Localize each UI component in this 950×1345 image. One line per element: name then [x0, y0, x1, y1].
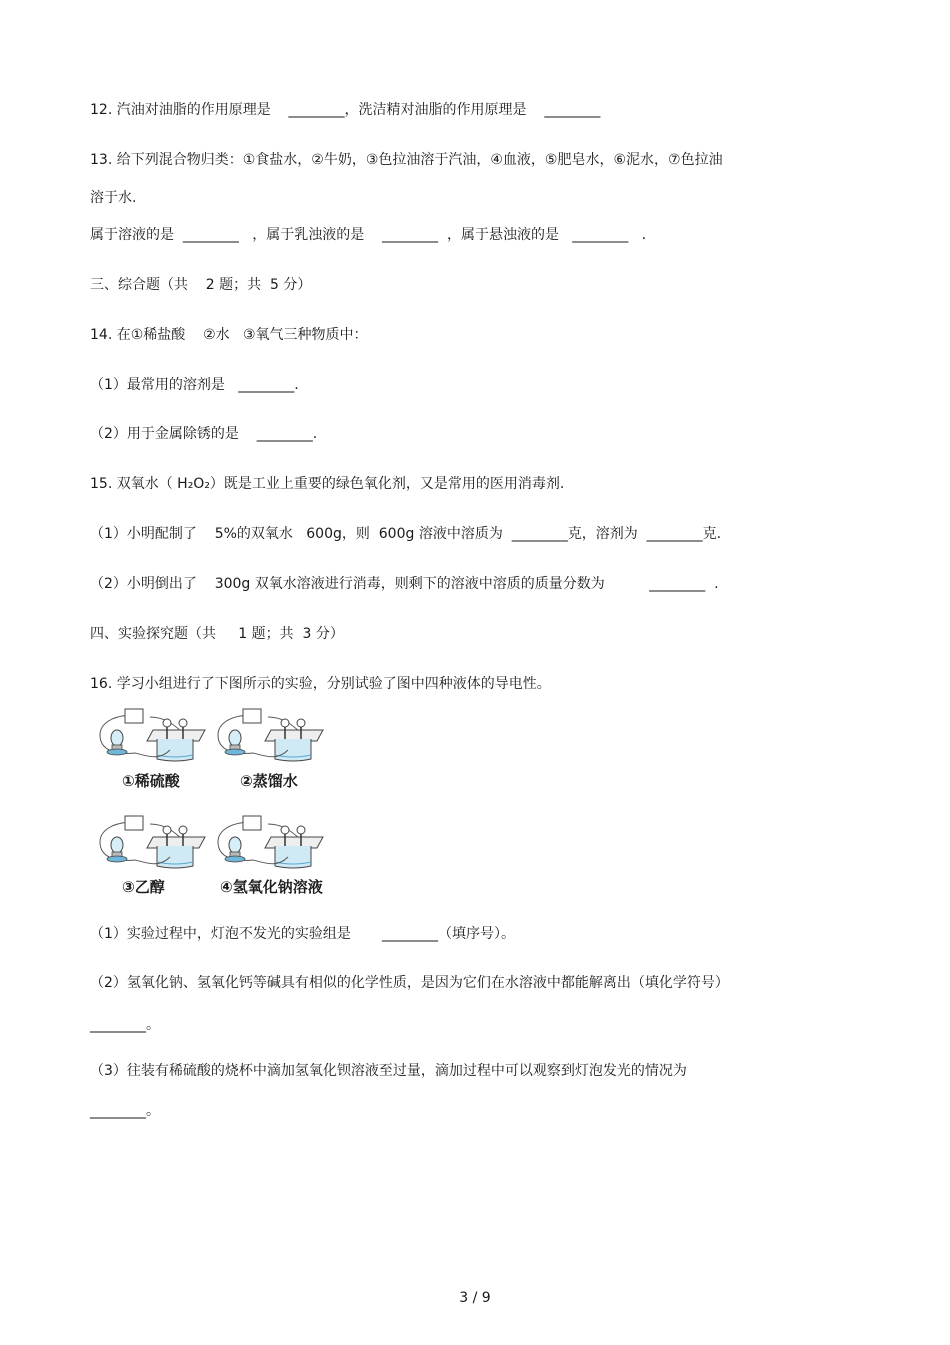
line-q14-1: （1）最常用的溶剂是 ________.: [90, 377, 299, 393]
section-heading-4: 四、实验探究题（共 1 题；共 3 分）: [90, 626, 344, 642]
line-q16-3-blank: ________。: [90, 1103, 160, 1119]
section-heading-3: 三、综合题（共 2 题；共 5 分）: [90, 277, 312, 293]
apparatus-2: [218, 709, 323, 761]
line-q14: 14. 在①稀盐酸 ②水 ③氧气三种物质中：: [90, 327, 368, 343]
figure-label-3: ③乙醇: [122, 878, 165, 896]
line-q16-2-blank: ________。: [90, 1017, 160, 1033]
page-number: 3 / 9: [459, 1290, 491, 1306]
line-q16-1: （1）实验过程中，灯泡不发光的实验组是 ________（填序号）。: [90, 926, 516, 942]
line-q16-3: （3）往装有稀硫酸的烧杯中滴加氢氧化钡溶液至过量，滴加过程中可以观察到灯泡发光的情况为: [90, 1063, 687, 1079]
line-q15: 15. 双氧水（ H₂O₂）既是工业上重要的绿色氧化剂，又是常用的医用消毒剂.: [90, 476, 565, 492]
experiment-figure: [95, 700, 345, 895]
line-q13-cont: 溶于水.: [90, 190, 137, 206]
line-q15-2: （2）小明倒出了 300g 双氧水溶液进行消毒，则剩下的溶液中溶质的质量分数为 ________ .: [90, 576, 719, 592]
apparatus-3: [100, 816, 205, 868]
apparatus-4: [218, 816, 323, 868]
figure-label-4: ④氢氧化钠溶液: [220, 878, 323, 896]
figure-label-1: ①稀硫酸: [122, 772, 180, 790]
line-q13-answers: 属于溶液的是 ________ ，属于乳浊液的是 ________ ，属于悬浊液的是 ________ .: [90, 227, 647, 243]
line-q14-2: （2）用于金属除锈的是 ________.: [90, 426, 318, 442]
line-q15-1: （1）小明配制了 5%的双氧水 600g，则 600g 溶液中溶质为 ________克，溶剂为 ________克.: [90, 526, 722, 542]
line-q12: 12. 汽油对油脂的作用原理是 ________，洗洁精对油脂的作用原理是 ________: [90, 102, 601, 118]
figure-label-2: ②蒸馏水: [240, 772, 298, 790]
line-q16: 16. 学习小组进行了下图所示的实验，分别试验了图中四种液体的导电性。: [90, 676, 551, 692]
line-q16-2: （2）氢氧化钠、氢氧化钙等碱具有相似的化学性质，是因为它们在水溶液中都能解离出（填化学符号）: [90, 975, 729, 991]
apparatus-1: [100, 709, 205, 761]
line-q13: 13. 给下列混合物归类：①食盐水，②牛奶，③色拉油溶于汽油，④血液，⑤肥皂水，⑥泥水，⑦色拉油: [90, 152, 723, 168]
